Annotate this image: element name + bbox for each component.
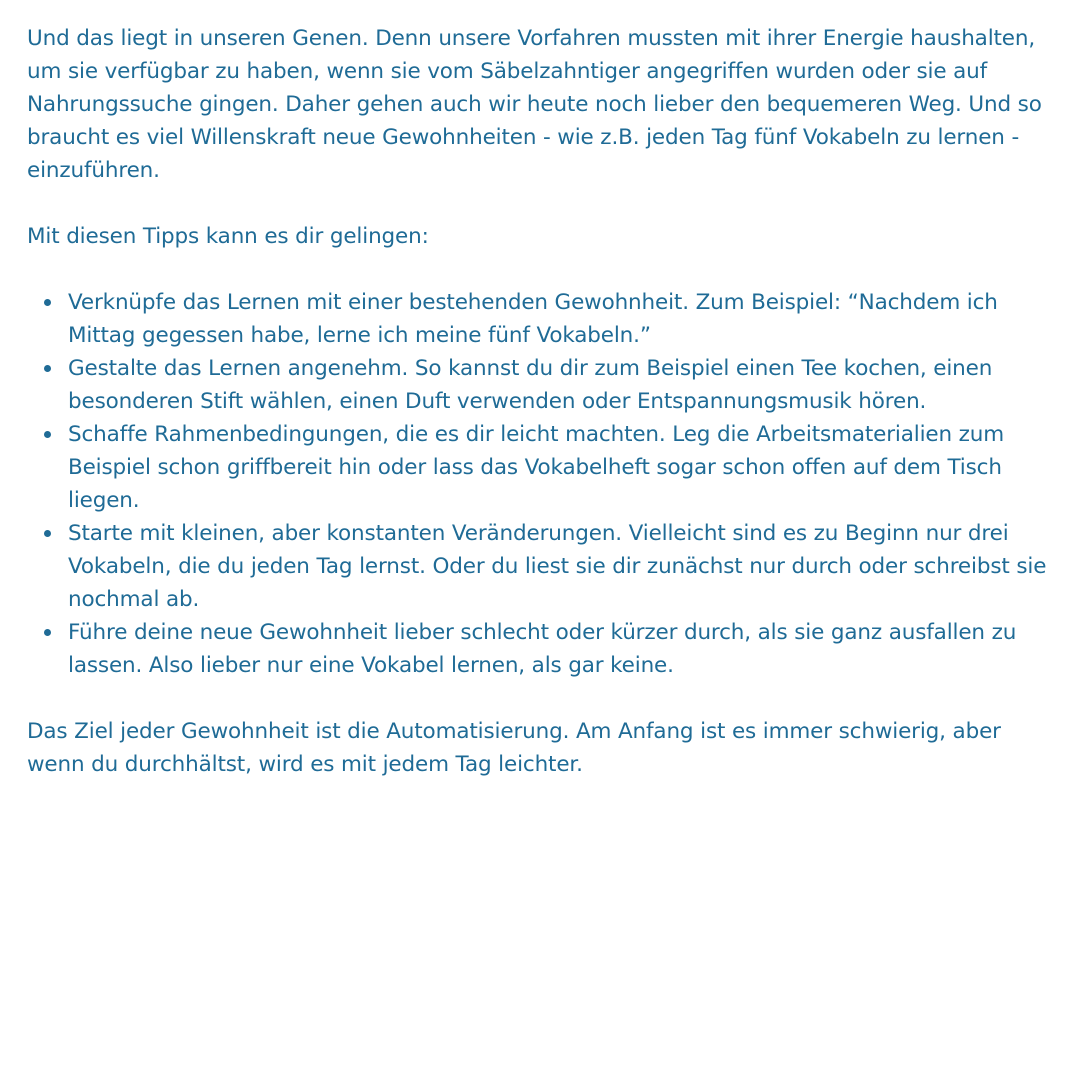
tips-list [27,286,1057,682]
paragraph-spacer [27,187,1057,220]
paragraph-spacer [27,682,1057,715]
article-body [27,22,1057,781]
tip-item: Schaffe Rahmenbedingungen, die es dir leicht machten. Leg die Arbeitsmaterialien zum Beispiel schon griffbereit hin oder lass das Vokabelheft sogar schon offen auf dem Tisch liegen. [27,418,1057,517]
tip-item: Führe deine neue Gewohnheit lieber schlecht oder kürzer durch, als sie ganz ausfallen zu lassen. Also lieber nur eine Vokabel lernen, als gar keine. [27,616,1057,682]
intro-paragraph: Und das liegt in unseren Genen. Denn unsere Vorfahren mussten mit ihrer Energie haushalten, um sie verfügbar zu haben, wenn sie vom Säbelzahntiger angegriffen wurden oder sie auf Nahrungssuche gingen. Daher gehen auch wir heute noch lieber den bequemeren Weg. Und so braucht es viel Willenskraft neue Gewohnheiten - wie z.B. jeden Tag fünf Vokabeln zu lernen - einzuführen. [27,26,1042,183]
conclusion-paragraph: Das Ziel jeder Gewohnheit ist die Automatisierung. Am Anfang ist es immer schwierig, aber wenn du durchhältst, wird es mit jedem Tag leichter. [27,719,1001,777]
tip-item: Gestalte das Lernen angenehm. So kannst du dir zum Beispiel einen Tee kochen, einen besonderen Stift wählen, einen Duft verwenden oder Entspannungsmusik hören. [27,352,1057,418]
tip-item: Verknüpfe das Lernen mit einer bestehenden Gewohnheit. Zum Beispiel: “Nachdem ich Mittag gegessen habe, lerne ich meine fünf Vokabeln.” [27,286,1057,352]
tips-intro: Mit diesen Tipps kann es dir gelingen: [27,224,429,249]
paragraph-spacer [27,253,1057,286]
tip-item: Starte mit kleinen, aber konstanten Veränderungen. Vielleicht sind es zu Beginn nur drei Vokabeln, die du jeden Tag lernst. Oder du liest sie dir zunächst nur durch oder schreibst sie nochmal ab. [27,517,1057,616]
